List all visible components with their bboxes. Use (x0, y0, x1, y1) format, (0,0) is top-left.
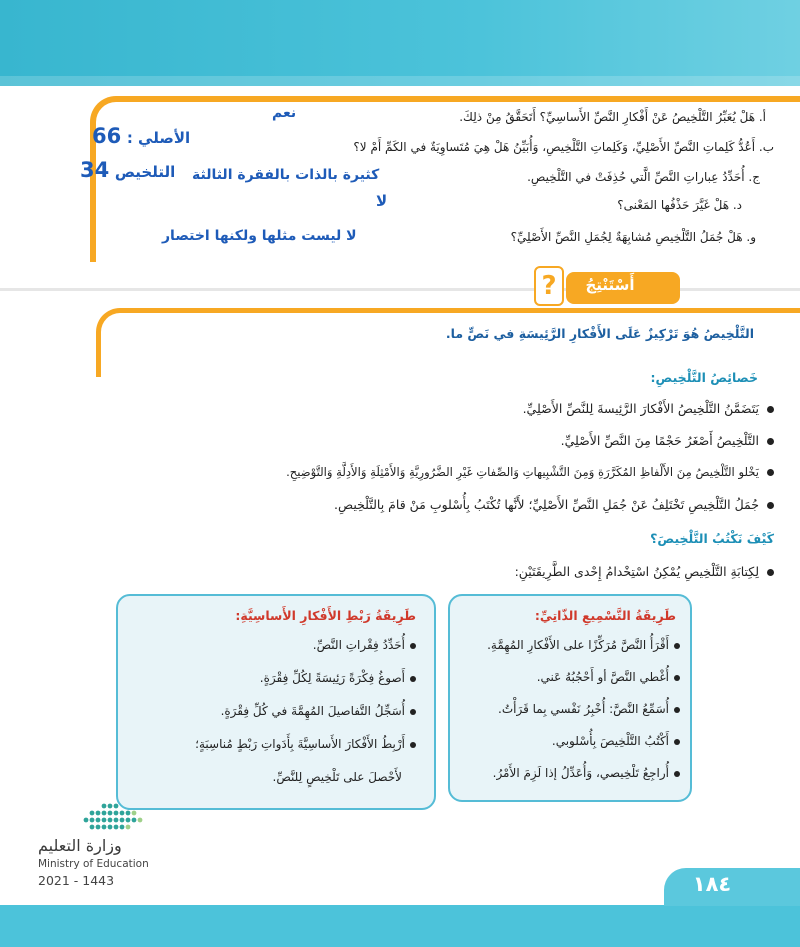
bullet-icon (767, 438, 774, 445)
conclude-badge (566, 272, 680, 304)
summary-count: 34 (80, 158, 110, 182)
list-item (498, 702, 680, 716)
feature-text: التَّلْخِيصُ أَصْغَرُ حَجْمًا مِنَ النَّصِّ الأَصْلِيِّ. (560, 433, 759, 448)
how-to-title: كَيْفَ نَكْتُبُ التَّلْخِيصَ؟ (650, 531, 774, 546)
feature-item (334, 497, 774, 512)
word-count-summary (80, 158, 175, 182)
feature-item (561, 433, 774, 448)
method-link-box (116, 594, 436, 810)
list-item (195, 737, 416, 751)
bullet-icon (410, 676, 416, 682)
summary-label: التلخيص (114, 163, 176, 181)
original-label: الأصلي : (126, 129, 191, 147)
bullet-icon (674, 707, 680, 713)
feature-text: يَتَضَمَّنُ التَّلْخِيصُ الأَفْكارَ الرَّئِيسةَ لِلنَّصِّ الأَصْلِيِّ. (522, 401, 759, 416)
original-count: 66 (92, 124, 122, 148)
word-count-original (92, 124, 190, 148)
method-link-step: أُسَجِّلُ التَّفاصيلَ المُهِمَّةَ في كُلِّ فِقْرَةٍ. (220, 704, 405, 718)
bullet-icon (410, 742, 416, 748)
bullet-icon (410, 709, 416, 715)
how-to-text: لِكِتابَةِ التَّلْخِيصِ يُمْكِنُ اسْتِخْدامُ إِحْدى الطَّرِيقَتَيْنِ: (514, 564, 759, 579)
method-link-last-line: لأَحْصلَ على تَلْخِيصٍ لِلنَّصِّ. (272, 770, 402, 784)
answer-e: لا ليست مثلها ولكنها اختصار (162, 228, 357, 244)
answer-c: كثيرة بالذات بالفقرة الثالثة (192, 167, 380, 183)
ministry-name-ar: وزارة التعليم (38, 836, 122, 855)
bullet-icon (767, 469, 774, 476)
feature-item (523, 401, 774, 416)
edition-year: 2021 - 1443 (38, 873, 115, 888)
list-item (537, 670, 680, 684)
question-mark-icon: ? (534, 266, 564, 306)
list-item (313, 638, 416, 652)
how-to-text-row (515, 564, 774, 579)
list-item (260, 671, 416, 685)
page-number: ١٨٤ (692, 872, 732, 896)
page-number-tab (664, 868, 800, 906)
summary-definition: التَّلْخِيصُ هُوَ تَرْكِيزٌ عَلَى الأَفْكارِ الرَّئِيسَةِ في نَصٍّ ما. (445, 326, 754, 341)
ministry-of-education-logo-icon (80, 800, 150, 834)
feature-item (286, 465, 774, 479)
bullet-icon (674, 675, 680, 681)
features-title: خَصائِصُ التَّلْخِيصِ: (650, 370, 758, 385)
method-self-title: طَرِيقَةُ التَّسْمِيعِ الذّاتِيِّ: (534, 608, 676, 623)
feature-text: جُمَلُ التَّلْخِيصِ تَخْتَلِفُ عَنْ جُمَلِ النَّصِّ الأَصْلِيِّ؛ لأَنَّها تُكْتَبُ بِأُسْلوبِ مَنْ قامَ بِالتَّلْخِيصِ. (334, 497, 759, 512)
method-link-step: أَصوغُ فِكْرَةً رَئِيسَةً لِكُلِّ فِقْرَةٍ. (259, 671, 405, 685)
question-a: أ. هَلْ يُعَبِّرُ التَّلْخِيصُ عَنْ أَفْكارِ النَّصِّ الأَساسِيِّ؟ أَتَحَقَّقُ مِنْ ذلِكَ. (459, 110, 766, 124)
method-self-step: أُسَمِّعُ النَّصَّ: أُخْبِرُ نَفْسي بِما قَرَأْتُ. (498, 702, 669, 716)
bullet-icon (674, 643, 680, 649)
list-item (221, 704, 416, 718)
bullet-icon (674, 739, 680, 745)
question-d: د. هَلْ غَيَّرَ حَذْفُها المَعْنى؟ (617, 198, 742, 212)
conclude-label: أَسْتَنْتِجُ (585, 276, 635, 294)
answer-a: نعم (272, 105, 297, 121)
list-item (487, 638, 680, 652)
bullet-icon (767, 502, 774, 509)
bottom-decorative-band (0, 905, 800, 947)
question-e: و. هَلْ جُمَلُ التَّلْخِيصِ مُشابِهَةٌ لِجُمَلِ النَّصِّ الأَصْلِيِّ؟ (510, 230, 756, 244)
method-self-box (448, 594, 692, 802)
bullet-icon (767, 569, 774, 576)
method-self-step: أَكْتُبُ التَّلْخِيصَ بِأُسْلوبي. (551, 734, 669, 748)
question-c: ج. أُحَدِّدُ عِباراتِ النَّصِّ الَّتي حُذِفَتْ في التَّلْخِيصِ. (527, 170, 760, 184)
answer-d: لا (376, 192, 388, 210)
list-item (552, 734, 680, 748)
definition-frame (96, 308, 800, 377)
method-self-step: أُغْطي النَّصَّ أو أَحْجُبُهُ عَني. (536, 670, 669, 684)
feature-text: يَخْلو التَّلْخِيصُ مِنَ الأَلْفاظِ المُكَرَّرَةِ وَمِنَ التَّشْبِيهاتِ وَالصِّفاتِ غَيْرِ الضَّرُورِيَّةِ وَالأَمْثِلَةِ وَالأَدِلَّةِ وَالتَّوْضِيحِ. (286, 465, 759, 479)
top-decorative-band (0, 0, 800, 86)
bullet-icon (767, 406, 774, 413)
method-self-step: أَقْرَأُ النَّصَّ مُرَكِّزًا على الأَفْكارِ المُهِمَّةِ. (487, 638, 669, 652)
bullet-icon (674, 771, 680, 777)
method-link-step: أُحَدِّدُ فِقْراتِ النَّصِّ. (312, 638, 405, 652)
ministry-name-en: Ministry of Education (38, 858, 149, 870)
question-b: ب. أَعُدُّ كَلِماتِ النَّصِّ الأَصْلِيِّ، وَكَلِماتِ التَّلْخِيصِ، وَأُبَيِّنُ هَلْ هِيَ مُتَساوِيَةٌ في الكَمِّ أَمْ لا؟ (353, 140, 774, 154)
method-link-step: أَرْبِطُ الأَفْكارَ الأَساسِيَّةَ بِأَدَواتِ رَبْطٍ مُناسِبَةٍ؛ (195, 737, 405, 751)
bullet-icon (410, 643, 416, 649)
list-item (493, 766, 680, 780)
method-self-step: أُراجِعُ تَلْخِيصي، وَأُعَدِّلُ إذا لَزِمَ الأَمْرُ. (492, 766, 669, 780)
conclude-divider (0, 288, 800, 291)
method-link-title: طَرِيقَةُ رَبْطِ الأَفْكارِ الأَساسِيَّةِ: (235, 608, 416, 623)
